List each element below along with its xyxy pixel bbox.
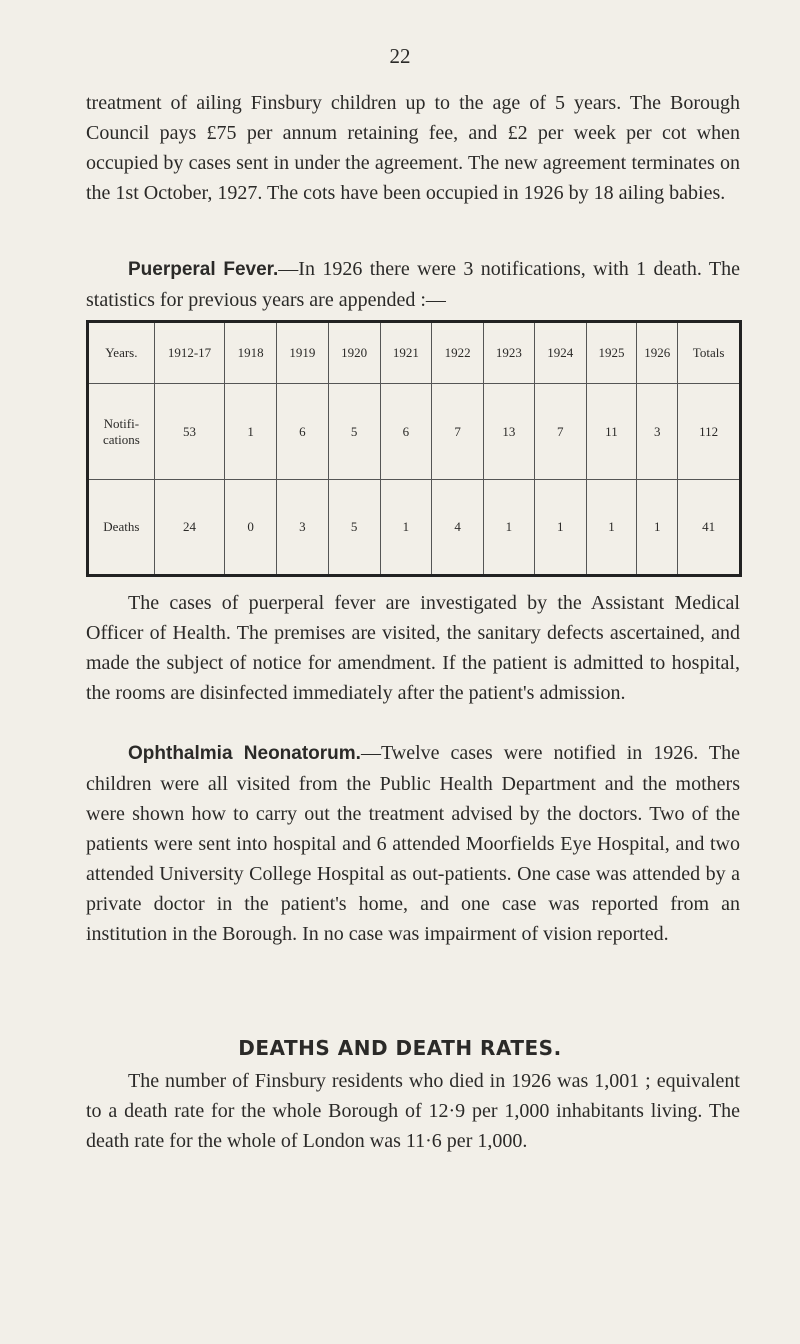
table-cell: 5 (328, 384, 380, 480)
row-label-deaths: Deaths (88, 480, 155, 576)
row-label-line: cations (102, 431, 140, 447)
table-cell: 1 (484, 480, 535, 576)
page-number: 22 (389, 44, 411, 68)
puerperal-statistics-table (86, 320, 742, 577)
table-cell: 53 (154, 384, 225, 480)
table-cell: 6 (380, 384, 432, 480)
year-header: 1923 (484, 322, 535, 384)
years-header: Years. (88, 322, 155, 384)
paragraph-investigation: The cases of puerperal fever are investigated by the Assistant Medical Officer of Health. The premises are visited, the sanitary defects ascertained, and made the subject of notice for amendment. If the patient is admitted to hospital, the rooms are disinfected immediately after the patient's admission. (86, 592, 740, 704)
paragraph-death-rates: The number of Finsbury residents who died in 1926 was 1,001 ; equivalent to a death rate for the whole Borough of 12·9 per 1,000 inhabitants living. The death rate for the whole of London was 11·6 per 1,000. (86, 1070, 740, 1152)
year-header: 1925 (586, 322, 637, 384)
table-cell: 13 (484, 384, 535, 480)
year-header: 1926 (637, 322, 678, 384)
puerperal-text: —In 1926 there were 3 notifications, with 1 death. The statistics for previous years are appended :— (86, 258, 740, 311)
year-header: 1922 (432, 322, 484, 384)
table-header-row (88, 322, 741, 384)
year-header: 1920 (328, 322, 380, 384)
year-header: 1919 (277, 322, 329, 384)
year-header: 1918 (225, 322, 277, 384)
totals-header: Totals (678, 322, 741, 384)
year-header: 1924 (534, 322, 586, 384)
run-in-heading-puerperal: Puerperal Fever. (128, 259, 279, 280)
year-header: 1921 (380, 322, 432, 384)
table-cell: 1 (225, 384, 277, 480)
paragraph-cots: treatment of ailing Finsbury children up to the age of 5 years. The Borough Council pays £75 per annum retaining fee, and £2 per week per cot when occupied by cases sent in under the agreement. The new agreement terminates on the 1st October, 1927. The cots have been occupied in 1926 by 18 ailing babies. (86, 92, 740, 204)
ophthalmia-text: —Twelve cases were notified in 1926. The children were all visited from the Public Health Department and the mothers were shown how to carry out the treatment advised by the doctors. Two of the patients were sent into hospital and 6 attended Moorfields Eye Hospital, and two attended University College Hospital as out-patients. One case was attended by a private doctor in the patient's home, and one case was reported from an institution in the Borough. In no case was impairment of vision reported. (86, 742, 740, 945)
table-cell: 1 (380, 480, 432, 576)
table-cell: 3 (637, 384, 678, 480)
table-cell: 1 (534, 480, 586, 576)
table-cell: 5 (328, 480, 380, 576)
table-cell: 1 (586, 480, 637, 576)
paragraph-puerperal-fever (86, 254, 740, 315)
year-header: 1912-17 (154, 322, 225, 384)
run-in-heading-ophthalmia: Ophthalmia Neonatorum. (128, 743, 361, 764)
table-cell: 11 (586, 384, 637, 480)
section-heading-deaths: DEATHS AND DEATH RATES. (238, 1036, 562, 1060)
row-label-notifications (88, 384, 155, 480)
table-cell: 0 (225, 480, 277, 576)
table-cell: 3 (277, 480, 329, 576)
table-cell: 7 (432, 384, 484, 480)
table-cell: 6 (277, 384, 329, 480)
table-cell: 4 (432, 480, 484, 576)
table-cell: 24 (154, 480, 225, 576)
table-row-notifications (88, 384, 741, 480)
table-cell: 1 (637, 480, 678, 576)
table-total-cell: 41 (678, 480, 741, 576)
table-row-deaths (88, 480, 741, 576)
table-total-cell: 112 (678, 384, 741, 480)
table-cell: 7 (534, 384, 586, 480)
row-label-line: Notifi- (103, 415, 140, 431)
paragraph-ophthalmia (86, 738, 740, 949)
